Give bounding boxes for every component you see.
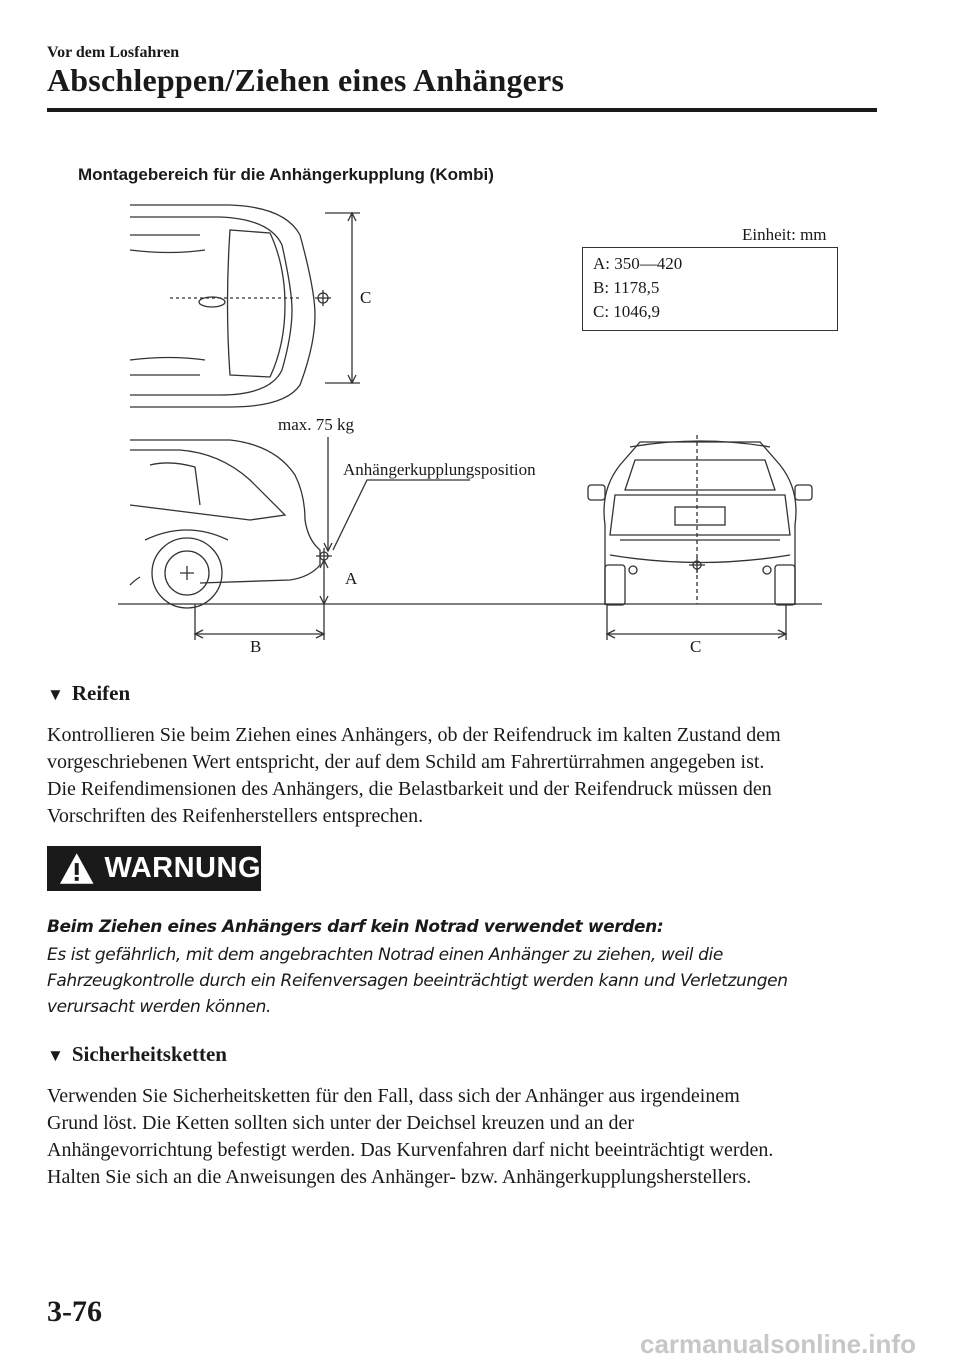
car-top-view: [130, 205, 360, 407]
warning-heading: Beim Ziehen eines Anhängers darf kein Notrad verwendet werden:: [47, 917, 664, 937]
heading-ketten-text: Sicherheitsketten: [71, 1042, 227, 1066]
warning-banner: [47, 846, 261, 891]
ketten-line: Verwenden Sie Sicherheitsketten für den Fall, dass sich der Anhänger aus irgendeinem: [47, 1085, 740, 1107]
warning-label: WARNUNG: [104, 852, 261, 884]
ketten-line: Anhängevorrichtung befestigt werden. Das Kurvenfahren darf nicht beeinträchtigt werden.: [47, 1139, 774, 1161]
page-number: 3-76: [47, 1295, 102, 1328]
spec-box: [582, 247, 838, 331]
warning-line: Fahrzeugkontrolle durch ein Reifenversagen beeinträchtigt werden kann und Verletzungen: [47, 971, 788, 991]
car-rear-view: [588, 435, 812, 640]
warning-line: verursacht werden können.: [47, 997, 271, 1017]
section-label: Vor dem Losfahren: [47, 44, 180, 61]
spec-a: A: 350—420: [593, 254, 683, 273]
max-load-label: max. 75 kg: [278, 415, 355, 434]
reifen-line: vorgeschriebenen Wert entspricht, der auf dem Schild am Fahrertürrahmen angegeben ist.: [47, 751, 765, 773]
heading-reifen-text: Reifen: [71, 681, 131, 705]
unit-label: Einheit: mm: [742, 225, 827, 244]
chapter-title: Abschleppen/Ziehen eines Anhängers: [47, 62, 565, 98]
spec-c: C: 1046,9: [593, 302, 661, 321]
reifen-line: Vorschriften des Reifenherstellers entsprechen.: [47, 805, 424, 827]
triangle-down-icon: ▼: [47, 1046, 64, 1065]
reifen-paragraph: [47, 722, 781, 830]
hitch-position-label: Anhängerkupplungsposition: [343, 460, 536, 479]
reifen-line: Die Reifendimensionen des Anhängers, die Belastbarkeit und der Reifendruck müssen den: [47, 778, 772, 800]
warning-body: [47, 942, 788, 1020]
ketten-line: Halten Sie sich an die Anweisungen des Anhänger- bzw. Anhängerkupplungsherstellers.: [47, 1166, 752, 1188]
warning-triangle-icon: [57, 849, 96, 889]
reifen-line: Kontrollieren Sie beim Ziehen eines Anhängers, ob der Reifendruck im kalten Zustand dem: [47, 724, 781, 746]
heading-reifen: [47, 681, 130, 706]
warning-line: Es ist gefährlich, mit dem angebrachten Notrad einen Anhänger zu ziehen, weil die: [47, 945, 723, 965]
spec-b: B: 1178,5: [593, 278, 660, 297]
dim-label-c-top: C: [360, 288, 372, 307]
title-divider: [47, 108, 877, 112]
dim-label-a: A: [345, 569, 358, 588]
dim-label-c-rear: C: [690, 637, 702, 656]
watermark: carmanualsonline.info: [640, 1329, 916, 1359]
dim-label-b: B: [250, 637, 262, 656]
ketten-line: Grund löst. Die Ketten sollten sich unter der Deichsel kreuzen und an der: [47, 1112, 635, 1134]
triangle-down-icon: ▼: [47, 685, 64, 704]
ketten-paragraph: [47, 1083, 773, 1191]
figure-caption: Montagebereich für die Anhängerkupplung (Kombi): [78, 165, 494, 184]
heading-sicherheitsketten: [47, 1042, 227, 1067]
